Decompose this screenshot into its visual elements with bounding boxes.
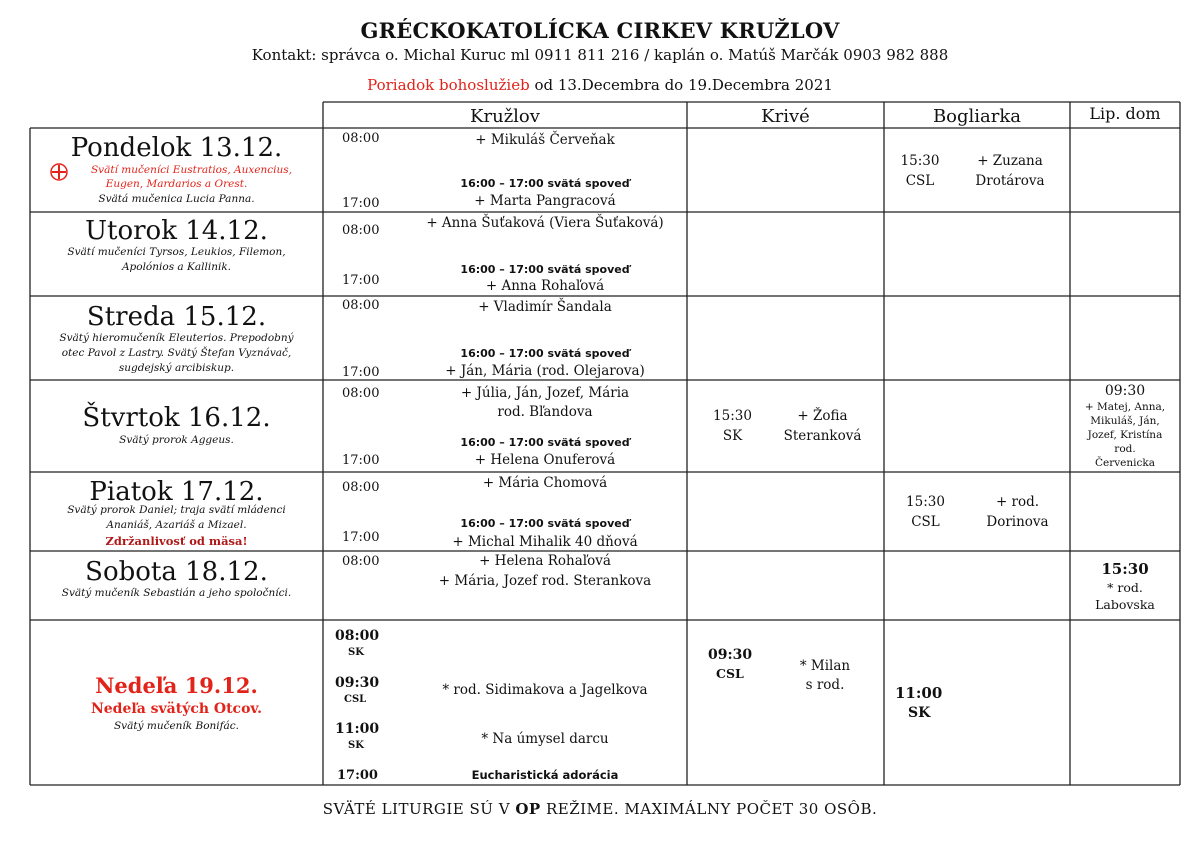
mass-intention: + Helena Rohaľová bbox=[479, 553, 611, 569]
mass-intention: + Michal Mihalik 40 dňová bbox=[452, 534, 638, 550]
mass-intention: + Vladimír Šandala bbox=[478, 299, 612, 315]
bogliarka-rite: CSL bbox=[911, 514, 940, 530]
saint-saturday-line1: Svätý mučeník Sebastián a jeho spoločníci. bbox=[61, 587, 292, 599]
sunday-mass-time: 11:00 bbox=[335, 721, 380, 737]
sunday-mass-time: 17:00 bbox=[337, 768, 378, 783]
mass-intention: + Mária, Jozef rod. Sterankova bbox=[438, 573, 652, 589]
fasting-note: Zdržanlivosť od mäsa! bbox=[105, 534, 248, 548]
column-header-bogliarka: Bogliarka bbox=[932, 106, 1022, 127]
saint-tuesday-line1: Svätí mučeníci Tyrsos, Leukios, Filemon, bbox=[67, 246, 286, 258]
mass-time: 08:00 bbox=[342, 554, 380, 569]
footer-note bbox=[0, 800, 1200, 818]
bogliarka-time: 15:30 bbox=[900, 153, 940, 169]
confession-note: 16:00 – 17:00 svätá spoveď bbox=[460, 436, 630, 449]
day-name-tuesday: Utorok 14.12. bbox=[85, 216, 268, 246]
footer-text: SVÄTÉ LITURGIE SÚ V bbox=[322, 800, 516, 818]
mass-intention: + Marta Pangracová bbox=[474, 193, 616, 209]
krive-time: 09:30 bbox=[708, 647, 753, 663]
saint-tuesday-line2: Apolónios a Kallinik. bbox=[121, 261, 232, 273]
mass-time: 08:00 bbox=[342, 223, 380, 238]
krive-intention: s rod. bbox=[805, 677, 845, 693]
saint-sunday-line1: Svätý mučeník Bonifác. bbox=[113, 720, 240, 732]
schedule-label: Poriadok bohoslužieb bbox=[367, 76, 530, 94]
sunday-mass-time: 08:00 bbox=[335, 628, 380, 644]
sunday-mass-rite: SK bbox=[348, 740, 364, 751]
lip-dom-time: 09:30 bbox=[1104, 383, 1146, 399]
contact-line: Kontakt: správca o. Michal Kuruc ml 0911 811 216 / kaplán o. Matúš Marčák 0903 982 888 bbox=[251, 46, 949, 64]
lip-dom-intention: + Matej, Anna, bbox=[1084, 401, 1166, 413]
mass-time: 08:00 bbox=[342, 386, 380, 401]
saint-thursday-line1: Svätý prorok Aggeus. bbox=[119, 434, 234, 446]
krive-rite: SK bbox=[722, 428, 743, 444]
confession-note: 16:00 – 17:00 svätá spoveď bbox=[460, 347, 630, 360]
mass-intention: + Ján, Mária (rod. Olejarova) bbox=[445, 363, 645, 379]
bogliarka-intention: Drotárova bbox=[975, 173, 1045, 189]
mass-time: 17:00 bbox=[342, 365, 380, 380]
mass-intention: + Anna Rohaľová bbox=[485, 278, 605, 294]
mass-time: 17:00 bbox=[342, 530, 380, 545]
day-name-monday: Pondelok 13.12. bbox=[70, 133, 283, 163]
saint-wednesday-line1: Svätý hieromučeník Eleuterios. Prepodobný bbox=[59, 332, 294, 344]
mass-intention: + Anna Šuťaková (Viera Šuťaková) bbox=[426, 215, 664, 231]
krive-intention: + Žofia bbox=[797, 408, 848, 424]
lip-dom-intention: Jozef, Kristína bbox=[1087, 429, 1163, 441]
bogliarka-time: 15:30 bbox=[906, 494, 945, 510]
mass-intention: + Helena Onuferová bbox=[474, 452, 616, 468]
footer-text: REŽIME. MAXIMÁLNY POČET 30 OSÔB. bbox=[540, 800, 878, 818]
krive-time: 15:30 bbox=[713, 408, 752, 424]
footer-mode: OP bbox=[515, 800, 541, 818]
saint-monday-line2: Eugen, Mardarios a Orest. bbox=[105, 178, 248, 190]
bogliarka-rite: SK bbox=[908, 705, 931, 721]
krive-intention: * Milan bbox=[799, 658, 851, 674]
sunday-feast: Nedeľa svätých Otcov. bbox=[90, 701, 263, 717]
page-title: GRÉCKOKATOLÍCKA CIRKEV KRUŽLOV bbox=[360, 18, 840, 43]
saint-monday-line3: Svätá mučenica Lucia Panna. bbox=[98, 193, 255, 205]
sunday-mass-intention: * rod. Sidimakova a Jagelkova bbox=[442, 682, 648, 698]
mass-time: 08:00 bbox=[342, 480, 380, 495]
sunday-mass-intention: * Na úmysel darcu bbox=[481, 731, 609, 747]
confession-note: 16:00 – 17:00 svätá spoveď bbox=[460, 177, 630, 190]
bogliarka-time: 11:00 bbox=[895, 684, 943, 702]
sunday-mass-rite: CSL bbox=[344, 694, 367, 705]
day-name-saturday: Sobota 18.12. bbox=[85, 557, 268, 587]
lip-dom-intention: Labovska bbox=[1095, 597, 1155, 612]
bogliarka-rite: CSL bbox=[905, 173, 935, 189]
day-name-sunday: Nedeľa 19.12. bbox=[95, 673, 258, 698]
mass-intention: + Mária Chomová bbox=[482, 475, 608, 491]
sunday-mass-time: 09:30 bbox=[335, 675, 380, 691]
mass-time: 17:00 bbox=[342, 273, 380, 288]
mass-time: 17:00 bbox=[342, 453, 380, 468]
bogliarka-intention: Dorinova bbox=[986, 514, 1049, 530]
lip-dom-intention: * rod. bbox=[1107, 580, 1143, 595]
column-header-lip-dom: Lip. dom bbox=[1089, 104, 1161, 123]
column-header-kruzlov: Kružlov bbox=[470, 106, 540, 127]
day-name-wednesday: Streda 15.12. bbox=[86, 302, 267, 332]
lip-dom-intention: Červenicka bbox=[1094, 457, 1156, 469]
saint-wednesday-line2: otec Pavol z Lastry. Svätý Štefan Vyznávač, bbox=[61, 347, 292, 359]
lip-dom-intention: rod. bbox=[1114, 443, 1136, 455]
day-name-friday: Piatok 17.12. bbox=[89, 477, 264, 507]
saint-friday-line1: Svätý prorok Daniel; traja svätí mládenci bbox=[67, 504, 286, 516]
schedule-dates: od 13.Decembra do 19.Decembra 2021 bbox=[529, 76, 833, 94]
sunday-adoration: Eucharistická adorácia bbox=[471, 768, 619, 782]
saint-monday-line1: Svätí mučeníci Eustratios, Auxencius, bbox=[90, 164, 293, 176]
mass-time: 08:00 bbox=[342, 298, 380, 313]
mass-intention: rod. Bľandova bbox=[497, 404, 593, 420]
krive-rite: CSL bbox=[716, 666, 744, 681]
lip-dom-intention: Mikuláš, Ján, bbox=[1090, 415, 1160, 427]
bogliarka-intention: + rod. bbox=[995, 494, 1040, 510]
day-name-thursday: Štvrtok 16.12. bbox=[82, 403, 271, 433]
mass-time: 17:00 bbox=[342, 196, 380, 211]
mass-time: 08:00 bbox=[342, 131, 380, 146]
lip-dom-time: 15:30 bbox=[1101, 560, 1149, 578]
saint-wednesday-line3: sugdejský arcibiskup. bbox=[118, 362, 235, 374]
confession-note: 16:00 – 17:00 svätá spoveď bbox=[460, 517, 630, 530]
bogliarka-intention: + Zuzana bbox=[977, 153, 1043, 169]
saint-friday-line2: Ananiáš, Azariáš a Mizael. bbox=[106, 519, 247, 531]
confession-note: 16:00 – 17:00 svätá spoveď bbox=[460, 263, 630, 276]
mass-intention: + Júlia, Ján, Jozef, Mária bbox=[460, 385, 630, 401]
column-header-krive: Krivé bbox=[761, 106, 810, 127]
sunday-mass-rite: SK bbox=[348, 647, 364, 658]
krive-intention: Steranková bbox=[783, 428, 862, 444]
mass-intention: + Mikuláš Červeňak bbox=[475, 132, 615, 148]
